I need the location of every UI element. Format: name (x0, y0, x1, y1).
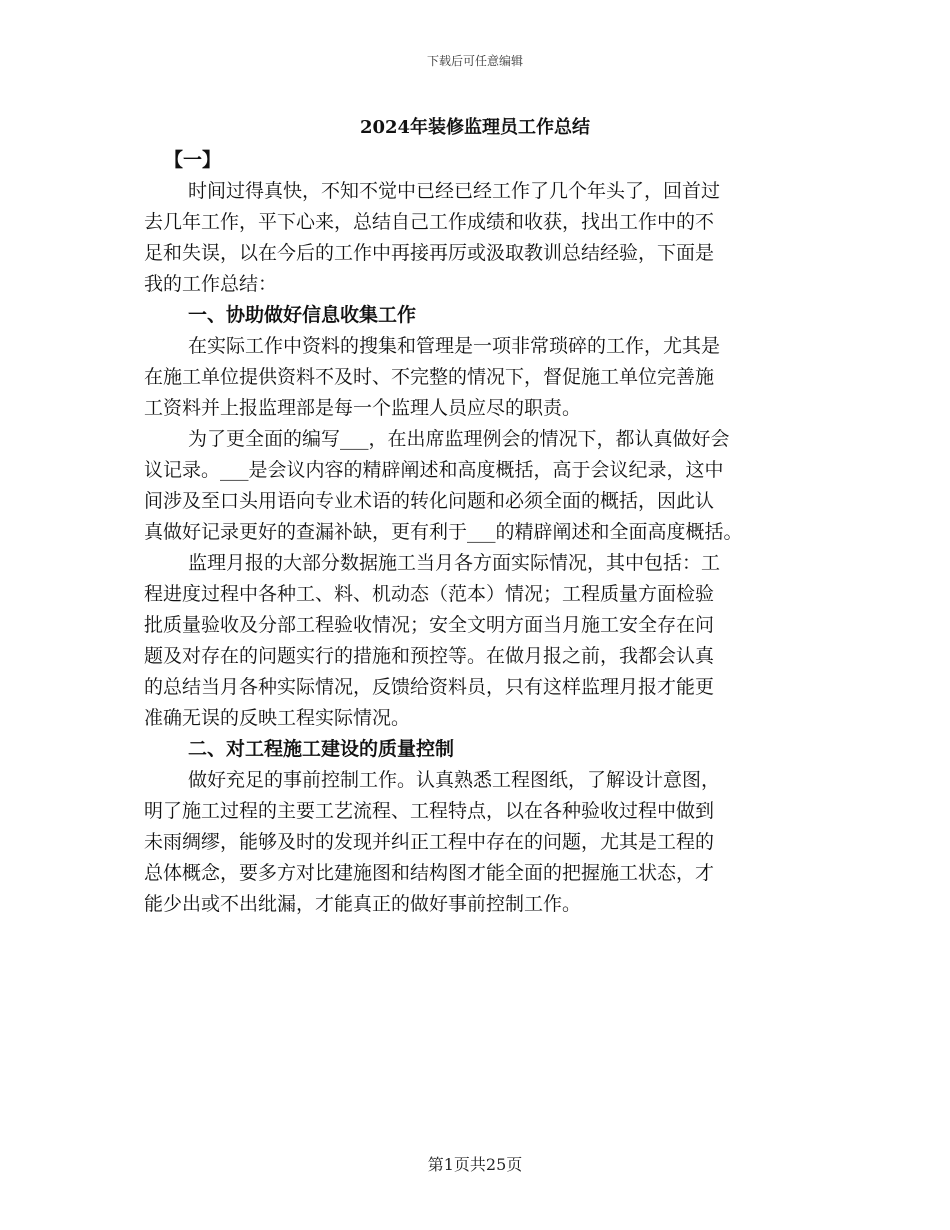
body-text-line: 真做好记录更好的查漏补缺，更有利于___的精辟阐述和全面高度概括。 (144, 521, 743, 543)
page-number: 第1页共25页 (427, 1155, 523, 1174)
body-text-line: 在施工单位提供资料不及时、不完整的情况下，督促施工单位完善施 (144, 366, 715, 388)
body-text-line: 足和失误，以在今后的工作中再接再厉或汲取教训总结经验，下面是 (144, 242, 715, 264)
body-text-line: 去几年工作，平下心来，总结自己工作成绩和收获，找出工作中的不 (144, 211, 715, 233)
section-heading: 二、对工程施工建设的质量控制 (188, 738, 455, 760)
body-text-line: 间涉及至口头用语向专业术语的转化问题和必须全面的概括，因此认 (144, 490, 715, 512)
body-text-line: 题及对存在的问题实行的措施和预控等。在做月报之前，我都会认真 (144, 645, 715, 667)
body-text-line: 能少出或不出纰漏，才能真正的做好事前控制工作。 (144, 893, 582, 915)
body-text-line: 程进度过程中各种工、料、机动态（范本）情况；工程质量方面检验 (144, 583, 715, 605)
body-text-line: 的总结当月各种实际情况，反馈给资料员，只有这样监理月报才能更 (144, 676, 715, 698)
body-text-line: 我的工作总结： (144, 273, 278, 295)
body-text-line: 为了更全面的编写___，在出席监理例会的情况下，都认真做好会 (188, 428, 730, 450)
body-text-line: 未雨绸缪，能够及时的发现并纠正工程中存在的问题，尤其是工程的 (144, 831, 715, 853)
body-text-line: 明了施工过程的主要工艺流程、工程特点，以在各种验收过程中做到 (144, 800, 715, 822)
section-mark: 【一】 (164, 149, 222, 171)
document-body (144, 145, 809, 920)
body-text-line: 监理月报的大部分数据施工当月各方面实际情况，其中包括：工 (188, 552, 721, 574)
document-title: 2024年装修监理员工作总结 (359, 117, 591, 138)
body-text-line: 做好充足的事前控制工作。认真熟悉工程图纸，了解设计意图， (188, 769, 721, 791)
body-text-line: 总体概念，要多方对比建施图和结构图才能全面的把握施工状态，才 (144, 862, 715, 884)
body-text-line: 批质量验收及分部工程验收情况；安全文明方面当月施工安全存在问 (144, 614, 715, 636)
body-text-line: 工资料并上报监理部是每一个监理人员应尽的职责。 (144, 397, 582, 419)
body-text-line: 准确无误的反映工程实际情况。 (144, 707, 411, 729)
body-text-line: 在实际工作中资料的搜集和管理是一项非常琐碎的工作，尤其是 (188, 335, 721, 357)
page-header-note: 下载后可任意编辑 (426, 54, 523, 68)
section-heading: 一、协助做好信息收集工作 (188, 304, 417, 326)
body-text-line: 时间过得真快，不知不觉中已经已经工作了几个年头了，回首过 (188, 180, 721, 202)
body-lines (144, 176, 809, 920)
body-text-line: 议记录。___是会议内容的精辟阐述和高度概括，高于会议纪录，这中 (144, 459, 724, 481)
